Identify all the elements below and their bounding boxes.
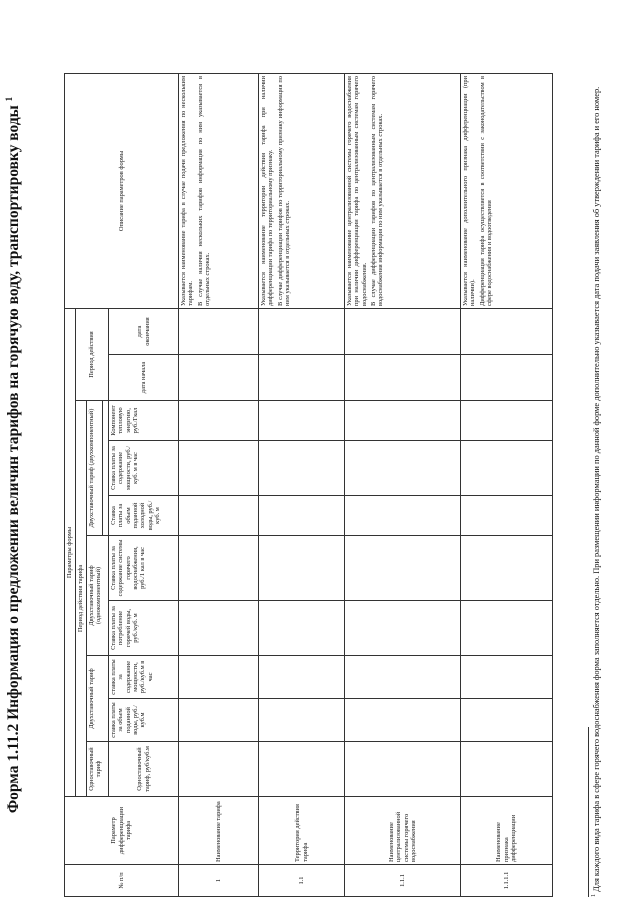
cell (179, 742, 259, 797)
title-footnote-mark: 1 (4, 96, 14, 102)
header-two-comp-two-c: Компонент тепловую энергию, руб./Гкал (109, 401, 179, 441)
cell (345, 699, 461, 742)
cell (179, 601, 259, 656)
cell (345, 742, 461, 797)
header-desc: Описание параметров формы (65, 74, 179, 309)
row-num: 1.1.1 (345, 865, 461, 897)
footnote (588, 37, 602, 897)
footnote-rule (588, 727, 589, 897)
tariff-form-table (64, 73, 553, 897)
header-period-end: дата окончания (109, 309, 179, 355)
header-two-rate-b: ставка платы за содержание мощности, руб./куб.м в час (109, 656, 179, 699)
cell (345, 601, 461, 656)
cell (461, 441, 553, 496)
cell (461, 536, 553, 601)
cell (259, 355, 345, 401)
cell (345, 536, 461, 601)
header-two-comp-single-a: Ставка платы за потребление горячей воды, руб./куб. м (109, 601, 179, 656)
row-param: Наименование тарифа (179, 797, 259, 865)
cell (461, 601, 553, 656)
row-num: 1 (179, 865, 259, 897)
header-two-comp-single-b: Ставка платы за содержание системы горячего водоснабжения, руб./1 кал в час (109, 536, 179, 601)
header-single-rate: Одноставочный тариф (87, 742, 109, 797)
header-two-rate: Двухставочный тариф (87, 656, 109, 742)
cell (345, 496, 461, 536)
cell (461, 309, 553, 355)
row-desc-2: В случае наличия нескольких тарифов информация по ним указывается в отдельных строках. (196, 76, 212, 306)
form-title-text: Форма 1.11.2 Информация о предложении величин тарифов на горячую воду, транспортировку воды (5, 105, 23, 814)
row-desc-1: Указывается наименование территории действия тарифа при наличии дифференциации тарифа по территориальному признаку. (260, 76, 275, 306)
cell (179, 536, 259, 601)
cell (259, 536, 345, 601)
header-period: Период действия (76, 309, 109, 401)
row-desc (461, 74, 553, 309)
table-row (179, 74, 259, 897)
form-title (4, 25, 23, 885)
row-desc-1: Указывается наименование дополнительного признака дифференциации (при наличии). (462, 76, 477, 306)
cell (259, 441, 345, 496)
cell (179, 309, 259, 355)
row-num: 1.1.1.1 (461, 865, 553, 897)
header-two-rate-a: ставка платы за объем поданной воды, руб./куб.м (109, 699, 179, 742)
cell (345, 355, 461, 401)
cell (259, 401, 345, 441)
header-two-comp-two: Двухставочный тариф (двухкомпонентный) (87, 401, 103, 536)
cell (259, 742, 345, 797)
cell (179, 496, 259, 536)
cell (179, 401, 259, 441)
cell (461, 496, 553, 536)
row-desc (345, 74, 461, 309)
cell (259, 699, 345, 742)
header-form-params: Параметры формы (65, 309, 76, 797)
row-desc-2: В случае дифференциации тарифов по централизованным системам горячего водоснабжения информация по ним указывается в отдельных строках. (370, 76, 385, 306)
row-desc-2: Дифференциация тарифа осуществляется в соответствии с законодательством в сфере водоснабжения и водоотведения (478, 76, 494, 306)
row-desc-2: В случае дифференциации тарифов по территориальному признаку информация по ним указывается в отдельных строках. (276, 76, 292, 306)
header-period-start: дата начала (109, 355, 179, 401)
cell (461, 355, 553, 401)
cell (461, 742, 553, 797)
table-row (259, 74, 345, 897)
header-period-tariff: Период действия тарифа (76, 401, 87, 797)
row-param: Наименование централизованной системы горячего водоснабжения (345, 797, 461, 865)
cell (345, 441, 461, 496)
cell (179, 699, 259, 742)
cell (259, 601, 345, 656)
header-single-rate-sub: Одноставочный тариф, руб/куб.м (109, 742, 179, 797)
cell (259, 496, 345, 536)
row-desc-1: Указывается наименование централизованной системы горячего водоснабжения при наличии дифференциации тарифа по централизованным системам горячего водоснабжения. (346, 76, 368, 306)
table-row (345, 74, 461, 897)
cell (461, 401, 553, 441)
footnote-text: Для каждого вида тарифа в сфере горячего водоснабжения форма заполняется отдельно. При размещении информации по данной форме дополнительно указывается дата подачи заявления об утверждении тарифа и его номер. (591, 86, 601, 892)
row-param: Наименование признака дифференциации (461, 797, 553, 865)
table-row (461, 74, 553, 897)
cell (259, 656, 345, 699)
row-param: Территория действия тарифа (259, 797, 345, 865)
row-desc (259, 74, 345, 309)
header-num: № п/п (65, 865, 179, 897)
cell (345, 309, 461, 355)
cell (345, 656, 461, 699)
row-desc (179, 74, 259, 309)
cell (179, 355, 259, 401)
cell (179, 441, 259, 496)
header-two-comp-two-b: Ставка платы за содержание мощности, руб./куб. м в час (109, 441, 179, 496)
header-param: Параметр дифференциации тарифа (65, 797, 179, 865)
row-desc-1: Указывается наименование тарифа в случае подачи предложения по нескольким тарифам. (180, 76, 195, 306)
cell (179, 656, 259, 699)
cell (259, 309, 345, 355)
row-num: 1.1 (259, 865, 345, 897)
cell (461, 699, 553, 742)
header-two-comp-single: Двухставочный тариф (однокомпонентный) (87, 536, 109, 656)
header-two-comp-two-a: Ставка платы за объем поданной холодной воды, руб./куб. м (109, 496, 179, 536)
cell (461, 656, 553, 699)
footnote-mark: 1 (591, 894, 597, 897)
cell (345, 401, 461, 441)
